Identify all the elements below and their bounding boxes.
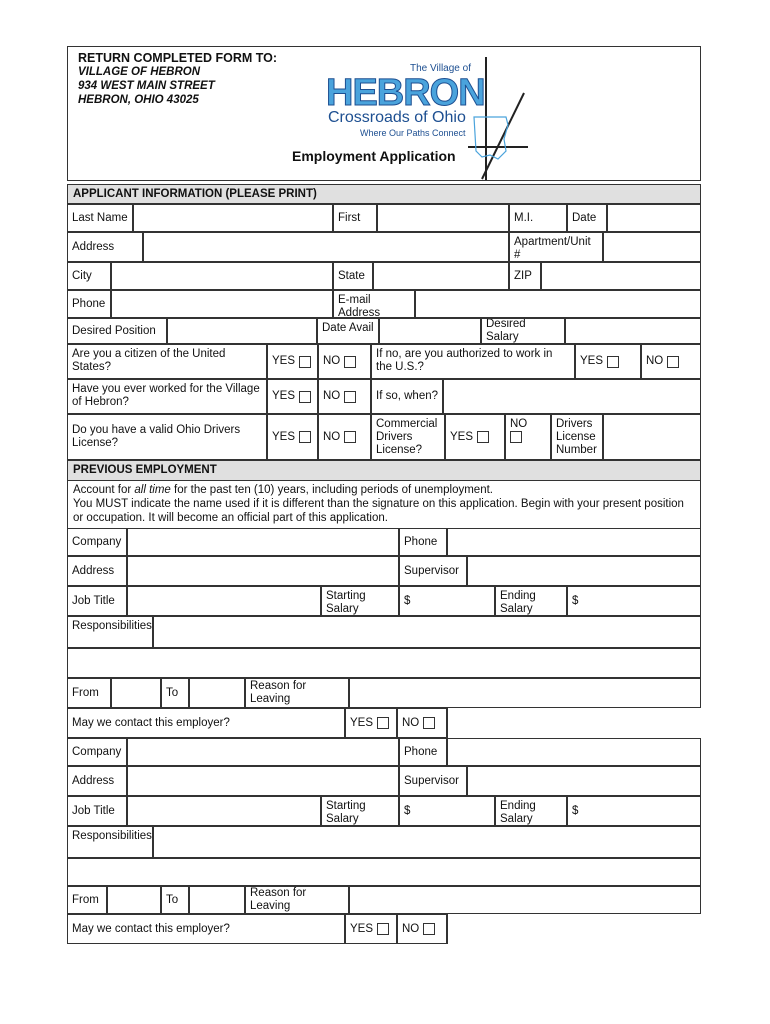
- citizen-yes-label: YES: [272, 355, 296, 367]
- return-address: [78, 51, 277, 107]
- contact-spacer-2: [447, 914, 701, 944]
- drivers-question: Do you have a valid Ohio Drivers License?: [67, 414, 267, 460]
- ending-salary-input[interactable]: $: [567, 586, 701, 616]
- ending-salary-input-2[interactable]: $: [567, 796, 701, 826]
- previous-employment-instructions: [67, 481, 701, 528]
- ending-salary-label-2: Ending Salary: [495, 796, 567, 826]
- phone-label: Phone: [67, 290, 111, 318]
- contact-no-label-2: NO: [402, 922, 420, 935]
- commercial-question: Commercial Drivers License?: [371, 414, 445, 460]
- contact-spacer: [447, 708, 701, 738]
- zip-label: ZIP: [509, 262, 541, 290]
- logo-subtagline: Where Our Paths Connect: [360, 128, 466, 138]
- starting-salary-input[interactable]: $: [399, 586, 495, 616]
- company-phone-input-2[interactable]: [447, 738, 701, 766]
- contact-yes-label-2: YES: [350, 922, 374, 935]
- address-line-2: 934 WEST MAIN STREET: [78, 80, 215, 92]
- from-label-2: From: [67, 886, 107, 914]
- reason-label: Reason for Leaving: [245, 678, 349, 708]
- ending-salary-label: Ending Salary: [495, 586, 567, 616]
- zip-input[interactable]: [541, 262, 701, 290]
- worked-no-checkbox[interactable]: [344, 391, 356, 403]
- commercial-no[interactable]: [505, 414, 551, 460]
- citizen-no-checkbox[interactable]: [344, 356, 356, 368]
- email-label: E-mail Address: [333, 290, 415, 318]
- logo-small-text: The Village of: [410, 63, 471, 74]
- contact-no-label: NO: [402, 716, 420, 729]
- contact-yes-checkbox-2[interactable]: [377, 923, 389, 935]
- responsibilities-continued[interactable]: [67, 648, 701, 678]
- contact-no-checkbox-2[interactable]: [423, 923, 435, 935]
- authorized-yes[interactable]: [575, 344, 641, 379]
- company-label-2: Company: [67, 738, 127, 766]
- address-line-3: HEBRON, OHIO 43025: [78, 94, 199, 106]
- employer-address-label: Address: [67, 556, 127, 586]
- authorized-yes-label: YES: [580, 355, 604, 367]
- to-input[interactable]: [189, 678, 245, 708]
- drivers-no-label: NO: [323, 430, 341, 443]
- address-input[interactable]: [143, 232, 509, 262]
- state-input[interactable]: [373, 262, 509, 290]
- authorized-question: If no, are you authorized to work in the U.S.?: [371, 344, 575, 379]
- from-label: From: [67, 678, 111, 708]
- citizen-yes[interactable]: [267, 344, 318, 379]
- supervisor-label-2: Supervisor: [399, 766, 467, 796]
- drivers-yes-checkbox[interactable]: [299, 431, 311, 443]
- to-input-2[interactable]: [189, 886, 245, 914]
- contact-no-checkbox[interactable]: [423, 717, 435, 729]
- to-label-2: To: [161, 886, 189, 914]
- contact-question-2: May we contact this employer?: [67, 914, 345, 944]
- mi-label: M.I.: [509, 204, 567, 232]
- company-phone-input[interactable]: [447, 528, 701, 556]
- drivers-yes[interactable]: [267, 414, 318, 460]
- instr-prefix: Account for: [73, 484, 135, 496]
- citizen-no-label: NO: [323, 355, 341, 367]
- contact-yes-2[interactable]: [345, 914, 397, 944]
- instr-italic: all time: [134, 484, 171, 496]
- worked-question: Have you ever worked for the Village of Hebron?: [67, 379, 267, 414]
- apartment-label: Apartment/Unit #: [509, 232, 603, 262]
- authorized-no[interactable]: [641, 344, 701, 379]
- worked-no[interactable]: [318, 379, 371, 414]
- if-so-label: If so, when?: [371, 379, 443, 414]
- date-avail-label: Date Avail: [317, 318, 379, 344]
- contact-question: May we contact this employer?: [67, 708, 345, 738]
- apartment-input[interactable]: [603, 232, 701, 262]
- citizen-question: Are you a citizen of the United States?: [67, 344, 267, 379]
- email-input[interactable]: [415, 290, 701, 318]
- first-name-label: First: [333, 204, 377, 232]
- logo-hebron: HEBRON: [326, 72, 485, 114]
- responsibilities-label: Responsibilities: [67, 616, 153, 648]
- commercial-yes[interactable]: [445, 414, 505, 460]
- responsibilities-input-2[interactable]: [153, 826, 701, 858]
- citizen-no[interactable]: [318, 344, 371, 379]
- instr-line-2: You MUST indicate the name used if it is different than the signature on this application. Begin with your present position or occupation. It will become an official part of this application.: [73, 498, 684, 524]
- desired-position-input[interactable]: [167, 318, 317, 344]
- worked-yes[interactable]: [267, 379, 318, 414]
- contact-yes[interactable]: [345, 708, 397, 738]
- previous-employment-title: PREVIOUS EMPLOYMENT: [67, 460, 701, 481]
- supervisor-input[interactable]: [467, 556, 701, 586]
- first-name-input[interactable]: [377, 204, 509, 232]
- date-input[interactable]: [607, 204, 701, 232]
- worked-yes-label: YES: [272, 390, 296, 402]
- phone-input[interactable]: [111, 290, 333, 318]
- reason-label-2: Reason for Leaving: [245, 886, 349, 914]
- commercial-yes-checkbox[interactable]: [477, 431, 489, 443]
- supervisor-label: Supervisor: [399, 556, 467, 586]
- applicant-section-title: APPLICANT INFORMATION (PLEASE PRINT): [67, 184, 701, 204]
- return-label: RETURN COMPLETED FORM TO:: [78, 51, 278, 65]
- citizen-yes-checkbox[interactable]: [299, 356, 311, 368]
- contact-yes-checkbox[interactable]: [377, 717, 389, 729]
- authorized-no-checkbox[interactable]: [667, 356, 679, 368]
- desired-position-label: Desired Position: [67, 318, 167, 344]
- job-title-input[interactable]: [127, 586, 321, 616]
- commercial-yes-label: YES: [450, 430, 474, 443]
- drivers-yes-label: YES: [272, 430, 296, 443]
- contact-no-2[interactable]: [397, 914, 447, 944]
- supervisor-input-2[interactable]: [467, 766, 701, 796]
- address-label: Address: [67, 232, 143, 262]
- form-header: [67, 46, 701, 181]
- job-title-label-2: Job Title: [67, 796, 127, 826]
- company-phone-label: Phone: [399, 528, 447, 556]
- employer-address-label-2: Address: [67, 766, 127, 796]
- job-title-label: Job Title: [67, 586, 127, 616]
- license-number-label: Drivers License Number: [551, 414, 603, 460]
- responsibilities-label-2: Responsibilities: [67, 826, 153, 858]
- last-name-input[interactable]: [133, 204, 333, 232]
- employer-address-input[interactable]: [127, 556, 399, 586]
- responsibilities-continued-2[interactable]: [67, 858, 701, 886]
- form-title: Employment Application: [292, 148, 456, 164]
- contact-no[interactable]: [397, 708, 447, 738]
- state-label: State: [333, 262, 373, 290]
- to-label: To: [161, 678, 189, 708]
- employer-address-input-2[interactable]: [127, 766, 399, 796]
- from-input[interactable]: [111, 678, 161, 708]
- authorized-no-label: NO: [646, 355, 664, 367]
- last-name-label: Last Name: [67, 204, 133, 232]
- drivers-no-checkbox[interactable]: [344, 431, 356, 443]
- desired-salary-input[interactable]: [565, 318, 701, 344]
- reason-input-2[interactable]: [349, 886, 701, 914]
- company-label: Company: [67, 528, 127, 556]
- logo-tagline: Crossroads of Ohio: [328, 109, 466, 126]
- responsibilities-input[interactable]: [153, 616, 701, 648]
- job-title-input-2[interactable]: [127, 796, 321, 826]
- company-phone-label-2: Phone: [399, 738, 447, 766]
- contact-yes-label: YES: [350, 716, 374, 729]
- desired-salary-label: Desired Salary: [481, 318, 565, 344]
- license-number-input[interactable]: [603, 414, 701, 460]
- company-input-2[interactable]: [127, 738, 399, 766]
- city-label: City: [67, 262, 111, 290]
- commercial-no-label: NO: [510, 418, 528, 430]
- drivers-no[interactable]: [318, 414, 371, 460]
- date-label: Date: [567, 204, 607, 232]
- date-avail-input[interactable]: [379, 318, 481, 344]
- worked-yes-checkbox[interactable]: [299, 391, 311, 403]
- starting-salary-label: Starting Salary: [321, 586, 399, 616]
- company-input[interactable]: [127, 528, 399, 556]
- if-so-input[interactable]: [443, 379, 701, 414]
- commercial-no-checkbox[interactable]: [510, 431, 522, 443]
- starting-salary-label-2: Starting Salary: [321, 796, 399, 826]
- starting-salary-input-2[interactable]: $: [399, 796, 495, 826]
- instr-suffix: for the past ten (10) years, including periods of unemployment.: [170, 484, 493, 496]
- worked-no-label: NO: [323, 390, 341, 402]
- address-line-1: VILLAGE OF HEBRON: [78, 66, 201, 78]
- authorized-yes-checkbox[interactable]: [607, 356, 619, 368]
- city-input[interactable]: [111, 262, 333, 290]
- from-input-2[interactable]: [107, 886, 161, 914]
- reason-input[interactable]: [349, 678, 701, 708]
